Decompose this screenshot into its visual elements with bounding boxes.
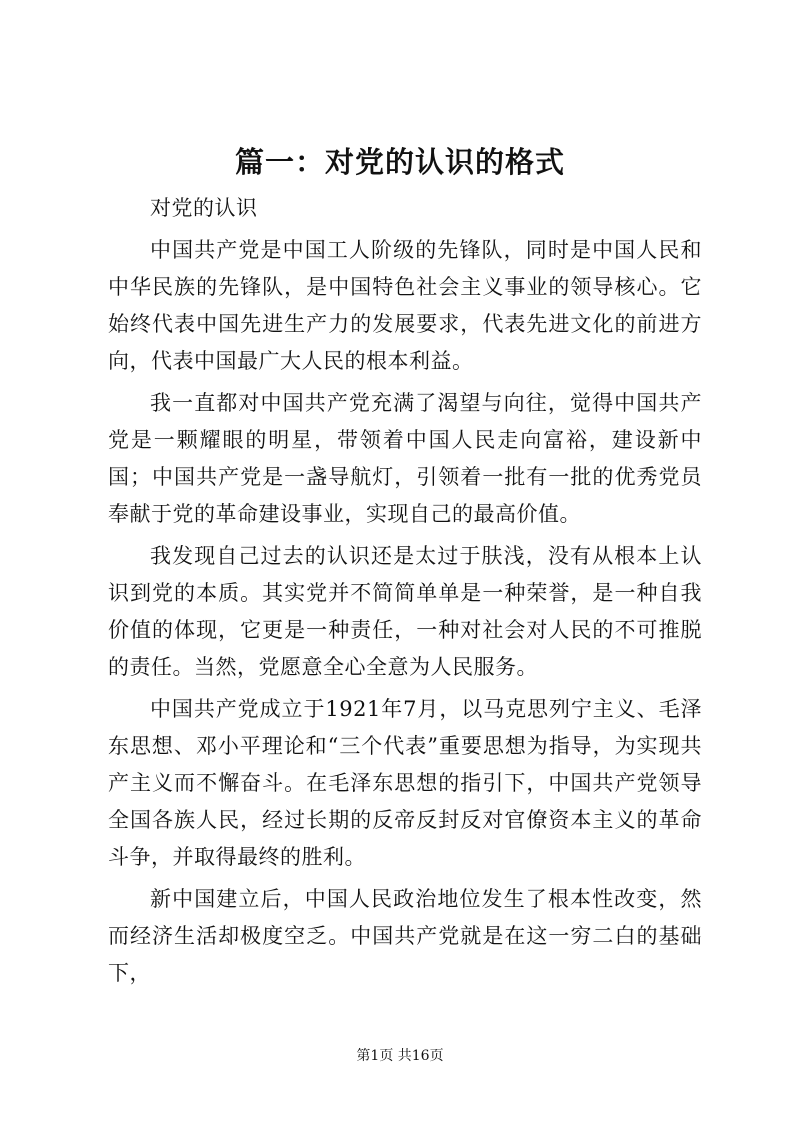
document-title: 篇一：对党的认识的格式 (234, 145, 565, 179)
paragraph-1: 中国共产党是中国工人阶级的先锋队，同时是中国人民和中华民族的先锋队，是中国特色社会主义事业的领导核心。它始终代表中国先进生产力的发展要求，代表先进文化的前进方向，代表中国最广大人民的根本利益。 (108, 238, 702, 373)
paragraph-4: 中国共产党成立于1921年7月，以马克思列宁主义、毛泽东思想、邓小平理论和“三个代表”重要思想为指导，为实现共产主义而不懈奋斗。在毛泽东思想的指引下，中国共产党领导全国各族人民，经过长期的反帝反封反对官僚资本主义的革命斗争，并取得最终的胜利。 (108, 697, 702, 869)
document-body (108, 190, 702, 992)
paragraph-5: 新中国建立后，中国人民政治地位发生了根本性改变，然而经济生活却极度空乏。中国共产党就是在这一穷二白的基础下， (108, 887, 702, 985)
paragraph-subtitle: 对党的认识 (150, 196, 258, 220)
paragraph-2: 我一直都对中国共产党充满了渴望与向往，觉得中国共产党是一颗耀眼的明星，带领着中国人民走向富裕，建设新中国；中国共产党是一盏导航灯，引领着一批有一批的优秀党员奉献于党的革命建设事业，实现自己的最高价值。 (108, 391, 702, 526)
page-footer: 第1页 共16页 (356, 1048, 444, 1064)
paragraph-3: 我发现自己过去的认识还是太过于肤浅，没有从根本上认识到党的本质。其实党并不简简单单是一种荣誉，是一种自我价值的体现，它更是一种责任，一种对社会对人民的不可推脱的责任。当然，党愿意全心全意为人民服务。 (108, 544, 702, 679)
